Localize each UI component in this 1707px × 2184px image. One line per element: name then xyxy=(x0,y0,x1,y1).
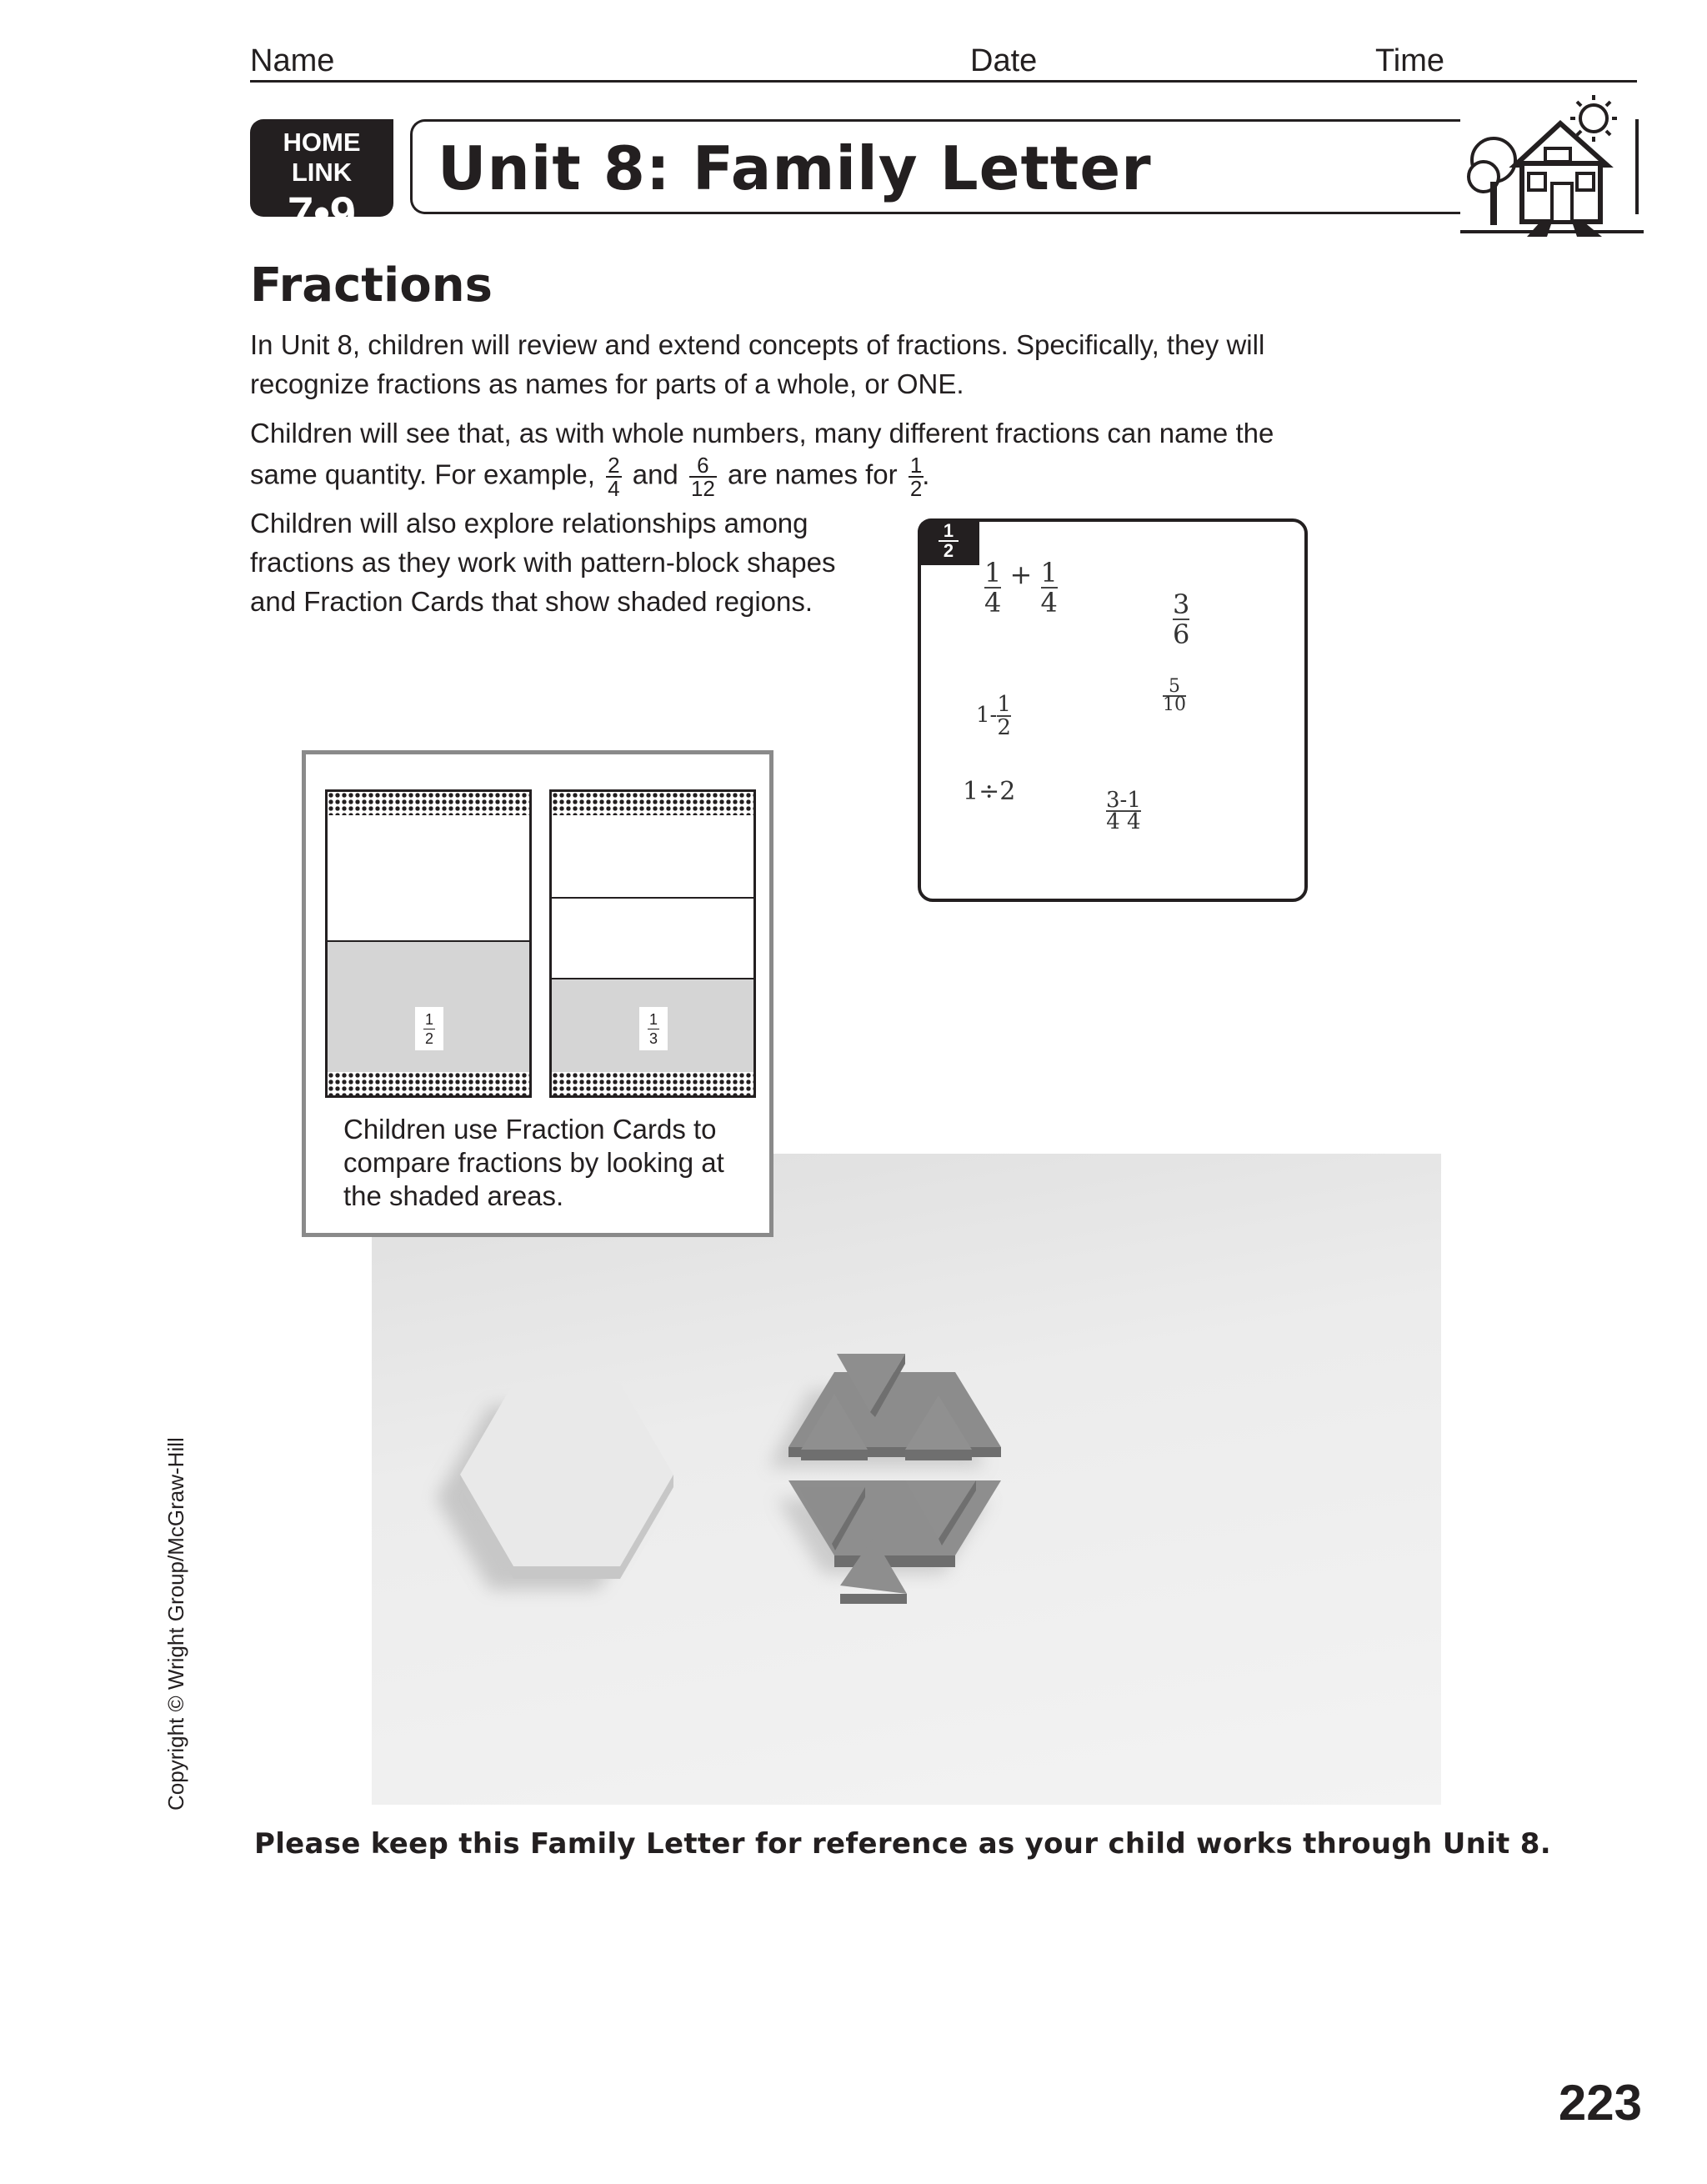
card-unshaded-part xyxy=(552,897,753,979)
paragraph-2-names-for: are names for xyxy=(728,458,898,490)
fraction-card-half xyxy=(325,789,532,1098)
paragraph-2 xyxy=(250,413,1334,499)
card-border-pattern xyxy=(552,1072,753,1095)
fraction-2-4: $\frac{2}{4}$ xyxy=(608,453,620,501)
footer-note: Please keep this Family Letter for reference as your child works through Unit 8. xyxy=(254,1827,1551,1861)
card-label-one-half: 1 2 xyxy=(415,1007,443,1050)
page-title: Unit 8: Family Letter xyxy=(438,133,1152,203)
paragraph-2-line-2 xyxy=(250,454,1334,499)
card-border-pattern xyxy=(328,792,529,815)
card-border-pattern xyxy=(552,792,753,815)
copyright-notice: Copyright © Wright Group/McGraw-Hill xyxy=(163,1437,188,1811)
time-label: Time xyxy=(1375,43,1445,78)
paragraph-3: Children will also explore relationships among fractions as they work with pattern-block shapes and Fraction Cards that show shaded regions. xyxy=(250,508,836,617)
fraction-1-2: $\frac{1}{2}$ xyxy=(909,453,923,501)
handwritten-one-minus-half: 1- $\frac{1}{2}$ xyxy=(976,692,1011,740)
fraction-cards-box xyxy=(302,750,773,1237)
paragraph-2-line-1: Children will see that, as with whole numbers, many different fractions can name the xyxy=(250,418,1274,448)
name-label: Name xyxy=(250,43,335,78)
page-number: 223 xyxy=(1558,2075,1642,2131)
card-label-one-third: 1 3 xyxy=(639,1007,668,1050)
paragraph-2-period: . xyxy=(922,458,930,490)
home-link-number: 7•9 xyxy=(288,187,356,239)
date-label: Date xyxy=(970,43,1038,78)
pattern-blocks-photo xyxy=(372,1154,1441,1805)
house-icon xyxy=(1460,90,1644,240)
fraction-cards-caption: Children use Fraction Cards to compare fractions by looking at the shaded areas. xyxy=(343,1114,724,1211)
home-link-label: HOME LINK xyxy=(283,128,361,187)
fraction-card-third xyxy=(549,789,756,1098)
card-tag-half: 1 2 xyxy=(918,518,979,565)
title-banner xyxy=(410,119,1635,214)
title-banner-right-edge xyxy=(1635,119,1639,214)
handwritten-fractions-card xyxy=(918,518,1308,902)
section-heading: Fractions xyxy=(250,258,493,313)
home-link-badge xyxy=(250,119,393,239)
paragraph-2-text-start: same quantity. For example, xyxy=(250,458,595,490)
trapezoid-blocks xyxy=(768,1372,1001,1574)
pattern-blocks-illustration xyxy=(372,1154,1441,1805)
card-border-pattern xyxy=(328,1072,529,1095)
handwritten-one-divided-by-two: 1÷2 xyxy=(963,777,1016,806)
hexagon-block xyxy=(436,1383,673,1590)
card-unshaded-part xyxy=(552,815,753,897)
paragraph-1: In Unit 8, children will review and extend concepts of fractions. Specifically, they will recognize fractions as names for parts of a whole, or ONE. xyxy=(250,329,1265,399)
handwritten-three-fourths-minus-one-fourth: $\frac{3-1}{4 4}$ xyxy=(1106,788,1141,834)
handwritten-three-sixths: $\frac{3}{6}$ xyxy=(1173,589,1190,650)
paragraph-2-and: and xyxy=(632,458,678,490)
handwritten-five-tenths: $\frac{5}{10}$ xyxy=(1163,676,1186,715)
card-unshaded-part xyxy=(328,815,529,940)
handwritten-quarter-plus-quarter: $\frac{1}{4}$ + $\frac{1}{4}$ xyxy=(984,557,1058,619)
fraction-6-12: $\frac{6}{12}$ xyxy=(690,453,715,501)
header-rule xyxy=(250,80,1637,83)
